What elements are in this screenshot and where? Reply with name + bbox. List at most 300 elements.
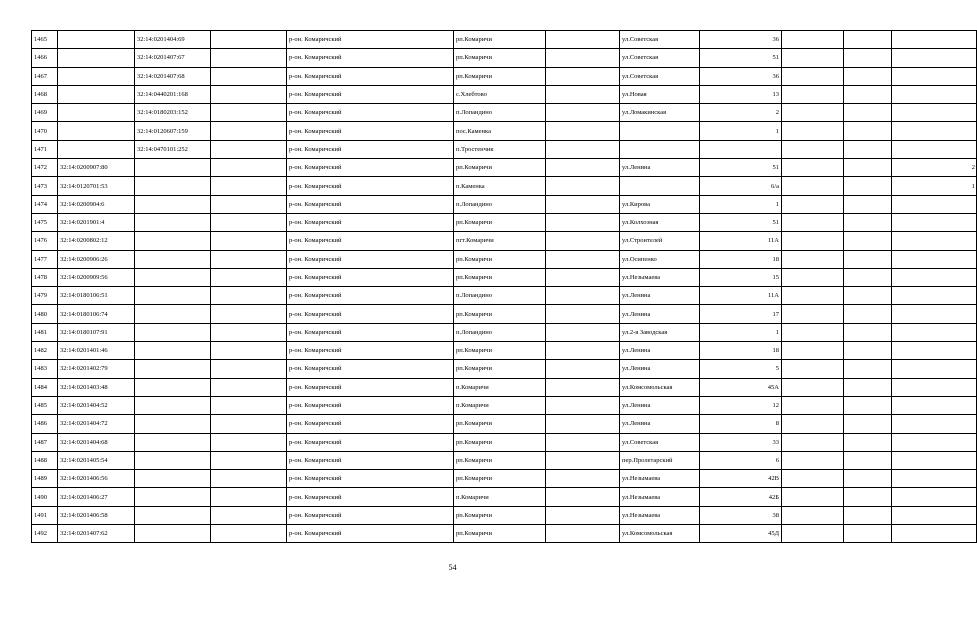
house-number-cell: 17: [700, 305, 782, 323]
settlement-cell: пос.Каменка: [454, 122, 546, 140]
district-cell: р-он. Комаричский: [287, 213, 454, 231]
cadastral-number-alt-cell: [135, 232, 211, 250]
empty-cell: [546, 104, 620, 122]
table-row: [32, 378, 977, 396]
cadastral-number-alt-cell: [135, 268, 211, 286]
row-number-cell: 1491: [32, 506, 58, 524]
district-cell: р-он. Комаричский: [287, 159, 454, 177]
table-row: [32, 342, 977, 360]
extra-value-cell: [892, 396, 977, 414]
cadastral-number-cell: 32:14:0201406:58: [58, 506, 135, 524]
cadastral-number-alt-cell: [135, 250, 211, 268]
empty-cell: [546, 250, 620, 268]
district-cell: р-он. Комаричский: [287, 195, 454, 213]
empty-cell: [782, 177, 844, 195]
extra-value-cell: [892, 470, 977, 488]
house-number-cell: 5: [700, 360, 782, 378]
empty-cell: [211, 470, 287, 488]
empty-cell: [844, 525, 892, 543]
cadastral-number-alt-cell: [135, 470, 211, 488]
cadastral-number-cell: 32:14:0201404:72: [58, 415, 135, 433]
empty-cell: [211, 415, 287, 433]
street-cell: ул.Ленина: [620, 396, 700, 414]
empty-cell: [844, 342, 892, 360]
empty-cell: [211, 525, 287, 543]
street-cell: ул.Ленина: [620, 159, 700, 177]
cadastral-number-cell: 32:14:0120701:53: [58, 177, 135, 195]
table-row: [32, 85, 977, 103]
house-number-cell: [700, 140, 782, 158]
extra-value-cell: [892, 305, 977, 323]
street-cell: ул.Осипенко: [620, 250, 700, 268]
cadastral-number-alt-cell: [135, 213, 211, 231]
settlement-cell: п.Лопандино: [454, 323, 546, 341]
row-number-cell: 1476: [32, 232, 58, 250]
cadastral-number-alt-cell: 32:14:0120607:159: [135, 122, 211, 140]
empty-cell: [211, 342, 287, 360]
empty-cell: [211, 213, 287, 231]
extra-value-cell: [892, 433, 977, 451]
cadastral-number-cell: 32:14:0201407:62: [58, 525, 135, 543]
extra-value-cell: [892, 451, 977, 469]
cadastral-number-alt-cell: [135, 195, 211, 213]
extra-value-cell: [892, 323, 977, 341]
cadastral-number-cell: 32:14:0201406:27: [58, 488, 135, 506]
district-cell: р-он. Комаричский: [287, 506, 454, 524]
district-cell: р-он. Комаричский: [287, 287, 454, 305]
street-cell: ул.Ломакинская: [620, 104, 700, 122]
empty-cell: [844, 122, 892, 140]
empty-cell: [211, 104, 287, 122]
table-row: [32, 159, 977, 177]
cadastral-number-cell: 32:14:0200802:12: [58, 232, 135, 250]
table-row: [32, 232, 977, 250]
cadastral-number-alt-cell: 32:14:0440201:168: [135, 85, 211, 103]
settlement-cell: рп.Комаричи: [454, 342, 546, 360]
empty-cell: [211, 360, 287, 378]
empty-cell: [844, 31, 892, 49]
empty-cell: [782, 323, 844, 341]
empty-cell: [211, 122, 287, 140]
empty-cell: [546, 85, 620, 103]
extra-value-cell: [892, 415, 977, 433]
empty-cell: [782, 232, 844, 250]
house-number-cell: 38: [700, 506, 782, 524]
extra-value-cell: 1: [892, 177, 977, 195]
empty-cell: [211, 506, 287, 524]
row-number-cell: 1469: [32, 104, 58, 122]
district-cell: р-он. Комаричский: [287, 305, 454, 323]
cadastral-number-cell: 32:14:0180107:91: [58, 323, 135, 341]
empty-cell: [782, 396, 844, 414]
row-number-cell: 1470: [32, 122, 58, 140]
house-number-cell: 1: [700, 122, 782, 140]
row-number-cell: 1474: [32, 195, 58, 213]
extra-value-cell: 2: [892, 159, 977, 177]
empty-cell: [844, 415, 892, 433]
empty-cell: [211, 488, 287, 506]
table-row: [32, 488, 977, 506]
cadastral-number-cell: 32:14:0200906:26: [58, 250, 135, 268]
row-number-cell: 1475: [32, 213, 58, 231]
table-row: [32, 213, 977, 231]
cadastral-number-cell: 32:14:0201901:4: [58, 213, 135, 231]
house-number-cell: 2: [700, 104, 782, 122]
empty-cell: [211, 287, 287, 305]
empty-cell: [844, 140, 892, 158]
table-row: [32, 451, 977, 469]
cadastral-number-alt-cell: [135, 159, 211, 177]
house-number-cell: 51: [700, 213, 782, 231]
row-number-cell: 1488: [32, 451, 58, 469]
empty-cell: [211, 433, 287, 451]
row-number-cell: 1489: [32, 470, 58, 488]
table-row: [32, 396, 977, 414]
empty-cell: [211, 49, 287, 67]
empty-cell: [211, 396, 287, 414]
district-cell: р-он. Комаричский: [287, 433, 454, 451]
settlement-cell: рп.Комаричи: [454, 31, 546, 49]
extra-value-cell: [892, 104, 977, 122]
street-cell: ул.Незымаева: [620, 506, 700, 524]
cadastral-number-alt-cell: 32:14:0201404:69: [135, 31, 211, 49]
empty-cell: [546, 378, 620, 396]
empty-cell: [211, 85, 287, 103]
empty-cell: [782, 415, 844, 433]
district-cell: р-он. Комаричский: [287, 396, 454, 414]
row-number-cell: 1484: [32, 378, 58, 396]
extra-value-cell: [892, 287, 977, 305]
table-row: [32, 31, 977, 49]
empty-cell: [782, 342, 844, 360]
table-row: [32, 49, 977, 67]
extra-value-cell: [892, 195, 977, 213]
cadastral-number-cell: 32:14:0180106:51: [58, 287, 135, 305]
empty-cell: [211, 177, 287, 195]
house-number-cell: 1: [700, 323, 782, 341]
row-number-cell: 1478: [32, 268, 58, 286]
settlement-cell: рп.Комаричи: [454, 415, 546, 433]
settlement-cell: п.Комаричи: [454, 488, 546, 506]
row-number-cell: 1492: [32, 525, 58, 543]
row-number-cell: 1479: [32, 287, 58, 305]
cadastral-number-alt-cell: [135, 525, 211, 543]
house-number-cell: 36: [700, 67, 782, 85]
street-cell: ул.Советская: [620, 31, 700, 49]
table-row: [32, 470, 977, 488]
district-cell: р-он. Комаричский: [287, 470, 454, 488]
empty-cell: [546, 213, 620, 231]
house-number-cell: 1: [700, 195, 782, 213]
empty-cell: [844, 85, 892, 103]
empty-cell: [546, 31, 620, 49]
cadastral-number-cell: 32:14:0200909:56: [58, 268, 135, 286]
cadastral-number-cell: [58, 104, 135, 122]
street-cell: ул.Ленина: [620, 342, 700, 360]
street-cell: [620, 140, 700, 158]
empty-cell: [844, 159, 892, 177]
street-cell: ул.Незымаева: [620, 470, 700, 488]
cadastral-number-alt-cell: [135, 433, 211, 451]
empty-cell: [844, 213, 892, 231]
extra-value-cell: [892, 31, 977, 49]
cadastral-number-alt-cell: [135, 305, 211, 323]
empty-cell: [782, 525, 844, 543]
settlement-cell: п.Комаричи: [454, 396, 546, 414]
cadastral-number-alt-cell: [135, 323, 211, 341]
cadastral-number-alt-cell: [135, 177, 211, 195]
extra-value-cell: [892, 488, 977, 506]
street-cell: ул.Советская: [620, 49, 700, 67]
empty-cell: [211, 378, 287, 396]
empty-cell: [844, 378, 892, 396]
house-number-cell: 36: [700, 31, 782, 49]
cadastral-number-cell: 32:14:0201404:68: [58, 433, 135, 451]
street-cell: ул.Кирова: [620, 195, 700, 213]
house-number-cell: 33: [700, 433, 782, 451]
empty-cell: [844, 232, 892, 250]
empty-cell: [782, 268, 844, 286]
street-cell: ул.Советская: [620, 433, 700, 451]
settlement-cell: рп.Комаричи: [454, 268, 546, 286]
cadastral-number-cell: [58, 49, 135, 67]
empty-cell: [546, 140, 620, 158]
empty-cell: [844, 470, 892, 488]
empty-cell: [546, 232, 620, 250]
empty-cell: [546, 506, 620, 524]
settlement-cell: рп.Комаричи: [454, 506, 546, 524]
cadastral-number-cell: 32:14:0201405:54: [58, 451, 135, 469]
settlement-cell: п.Лопандино: [454, 195, 546, 213]
extra-value-cell: [892, 378, 977, 396]
empty-cell: [211, 140, 287, 158]
empty-cell: [546, 305, 620, 323]
empty-cell: [546, 470, 620, 488]
empty-cell: [782, 140, 844, 158]
table-row: [32, 122, 977, 140]
cadastral-number-alt-cell: [135, 415, 211, 433]
cadastral-number-cell: 32:14:0201402:79: [58, 360, 135, 378]
empty-cell: [546, 67, 620, 85]
table-row: [32, 268, 977, 286]
row-number-cell: 1472: [32, 159, 58, 177]
empty-cell: [844, 49, 892, 67]
street-cell: ул.Ленина: [620, 360, 700, 378]
settlement-cell: п.Комаричи: [454, 378, 546, 396]
empty-cell: [844, 67, 892, 85]
row-number-cell: 1468: [32, 85, 58, 103]
empty-cell: [546, 177, 620, 195]
extra-value-cell: [892, 268, 977, 286]
district-cell: р-он. Комаричский: [287, 104, 454, 122]
table-row: [32, 287, 977, 305]
empty-cell: [546, 525, 620, 543]
table-row: [32, 525, 977, 543]
cadastral-number-cell: [58, 31, 135, 49]
cadastral-number-cell: 32:14:0200904:6: [58, 195, 135, 213]
row-number-cell: 1483: [32, 360, 58, 378]
row-number-cell: 1486: [32, 415, 58, 433]
empty-cell: [546, 49, 620, 67]
empty-cell: [782, 378, 844, 396]
empty-cell: [782, 287, 844, 305]
street-cell: ул.Строителей: [620, 232, 700, 250]
street-cell: ул.Советская: [620, 67, 700, 85]
district-cell: р-он. Комаричский: [287, 342, 454, 360]
table-row: [32, 433, 977, 451]
street-cell: ул.Незымаева: [620, 488, 700, 506]
empty-cell: [546, 396, 620, 414]
extra-value-cell: [892, 360, 977, 378]
house-number-cell: 12: [700, 396, 782, 414]
empty-cell: [844, 250, 892, 268]
house-number-cell: 42В: [700, 470, 782, 488]
extra-value-cell: [892, 67, 977, 85]
district-cell: р-он. Комаричский: [287, 49, 454, 67]
house-number-cell: 42Б: [700, 488, 782, 506]
house-number-cell: 51: [700, 159, 782, 177]
empty-cell: [782, 506, 844, 524]
cadastral-number-cell: [58, 140, 135, 158]
empty-cell: [546, 122, 620, 140]
row-number-cell: 1466: [32, 49, 58, 67]
settlement-cell: рп.Комаричи: [454, 433, 546, 451]
extra-value-cell: [892, 525, 977, 543]
cadastral-number-alt-cell: [135, 287, 211, 305]
cadastral-number-alt-cell: [135, 342, 211, 360]
row-number-cell: 1490: [32, 488, 58, 506]
table-row: [32, 195, 977, 213]
cadastral-number-cell: 32:14:0180106:74: [58, 305, 135, 323]
street-cell: ул.Колхозная: [620, 213, 700, 231]
row-number-cell: 1482: [32, 342, 58, 360]
settlement-cell: рп.Комаричи: [454, 159, 546, 177]
empty-cell: [782, 31, 844, 49]
cadastral-number-alt-cell: [135, 378, 211, 396]
empty-cell: [546, 415, 620, 433]
empty-cell: [211, 268, 287, 286]
extra-value-cell: [892, 250, 977, 268]
empty-cell: [782, 104, 844, 122]
district-cell: р-он. Комаричский: [287, 360, 454, 378]
table-row: [32, 140, 977, 158]
empty-cell: [844, 488, 892, 506]
extra-value-cell: [892, 85, 977, 103]
row-number-cell: 1465: [32, 31, 58, 49]
street-cell: ул.Ленина: [620, 305, 700, 323]
row-number-cell: 1467: [32, 67, 58, 85]
empty-cell: [844, 195, 892, 213]
district-cell: р-он. Комаричский: [287, 415, 454, 433]
district-cell: р-он. Комаричский: [287, 177, 454, 195]
empty-cell: [844, 433, 892, 451]
table-row: [32, 415, 977, 433]
cadastral-number-cell: 32:14:0201401:46: [58, 342, 135, 360]
district-cell: р-он. Комаричский: [287, 451, 454, 469]
empty-cell: [546, 433, 620, 451]
district-cell: р-он. Комаричский: [287, 525, 454, 543]
table-body: [32, 31, 977, 543]
street-cell: [620, 122, 700, 140]
extra-value-cell: [892, 213, 977, 231]
empty-cell: [844, 323, 892, 341]
street-cell: ул.Комсомольская: [620, 525, 700, 543]
cadastral-number-cell: [58, 85, 135, 103]
empty-cell: [782, 360, 844, 378]
empty-cell: [782, 305, 844, 323]
table-row: [32, 177, 977, 195]
house-number-cell: 15: [700, 268, 782, 286]
row-number-cell: 1477: [32, 250, 58, 268]
row-number-cell: 1480: [32, 305, 58, 323]
street-cell: ул.Новая: [620, 85, 700, 103]
empty-cell: [211, 67, 287, 85]
empty-cell: [782, 213, 844, 231]
extra-value-cell: [892, 342, 977, 360]
district-cell: р-он. Комаричский: [287, 232, 454, 250]
district-cell: р-он. Комаричский: [287, 323, 454, 341]
settlement-cell: п.Лопандино: [454, 287, 546, 305]
district-cell: р-он. Комаричский: [287, 85, 454, 103]
street-cell: пер.Пролетарский: [620, 451, 700, 469]
cadastral-number-cell: 32:14:0201403:48: [58, 378, 135, 396]
settlement-cell: рп.Комаричи: [454, 305, 546, 323]
street-cell: ул.Ленина: [620, 287, 700, 305]
empty-cell: [782, 470, 844, 488]
row-number-cell: 1473: [32, 177, 58, 195]
empty-cell: [546, 287, 620, 305]
settlement-cell: п.Тростенчик: [454, 140, 546, 158]
document-table: [31, 30, 977, 543]
row-number-cell: 1481: [32, 323, 58, 341]
empty-cell: [844, 287, 892, 305]
cadastral-number-cell: [58, 67, 135, 85]
empty-cell: [546, 159, 620, 177]
street-cell: ул.Комсомольская: [620, 378, 700, 396]
table-row: [32, 506, 977, 524]
settlement-cell: рп.Комаричи: [454, 451, 546, 469]
empty-cell: [211, 305, 287, 323]
district-cell: р-он. Комаричский: [287, 122, 454, 140]
cadastral-number-alt-cell: [135, 360, 211, 378]
cadastral-number-cell: 32:14:0201406:56: [58, 470, 135, 488]
row-number-cell: 1471: [32, 140, 58, 158]
extra-value-cell: [892, 140, 977, 158]
street-cell: ул.2-я Заводская: [620, 323, 700, 341]
empty-cell: [211, 232, 287, 250]
empty-cell: [211, 159, 287, 177]
table-row: [32, 360, 977, 378]
empty-cell: [546, 268, 620, 286]
empty-cell: [211, 323, 287, 341]
empty-cell: [844, 506, 892, 524]
table-row: [32, 250, 977, 268]
empty-cell: [211, 451, 287, 469]
empty-cell: [782, 488, 844, 506]
house-number-cell: 18: [700, 250, 782, 268]
cadastral-number-alt-cell: [135, 451, 211, 469]
settlement-cell: рп.Комаричи: [454, 213, 546, 231]
house-number-cell: 11А: [700, 287, 782, 305]
empty-cell: [782, 159, 844, 177]
district-cell: р-он. Комаричский: [287, 140, 454, 158]
extra-value-cell: [892, 506, 977, 524]
empty-cell: [546, 360, 620, 378]
cadastral-number-alt-cell: 32:14:0201407:67: [135, 49, 211, 67]
empty-cell: [546, 451, 620, 469]
empty-cell: [844, 104, 892, 122]
house-number-cell: 8: [700, 415, 782, 433]
